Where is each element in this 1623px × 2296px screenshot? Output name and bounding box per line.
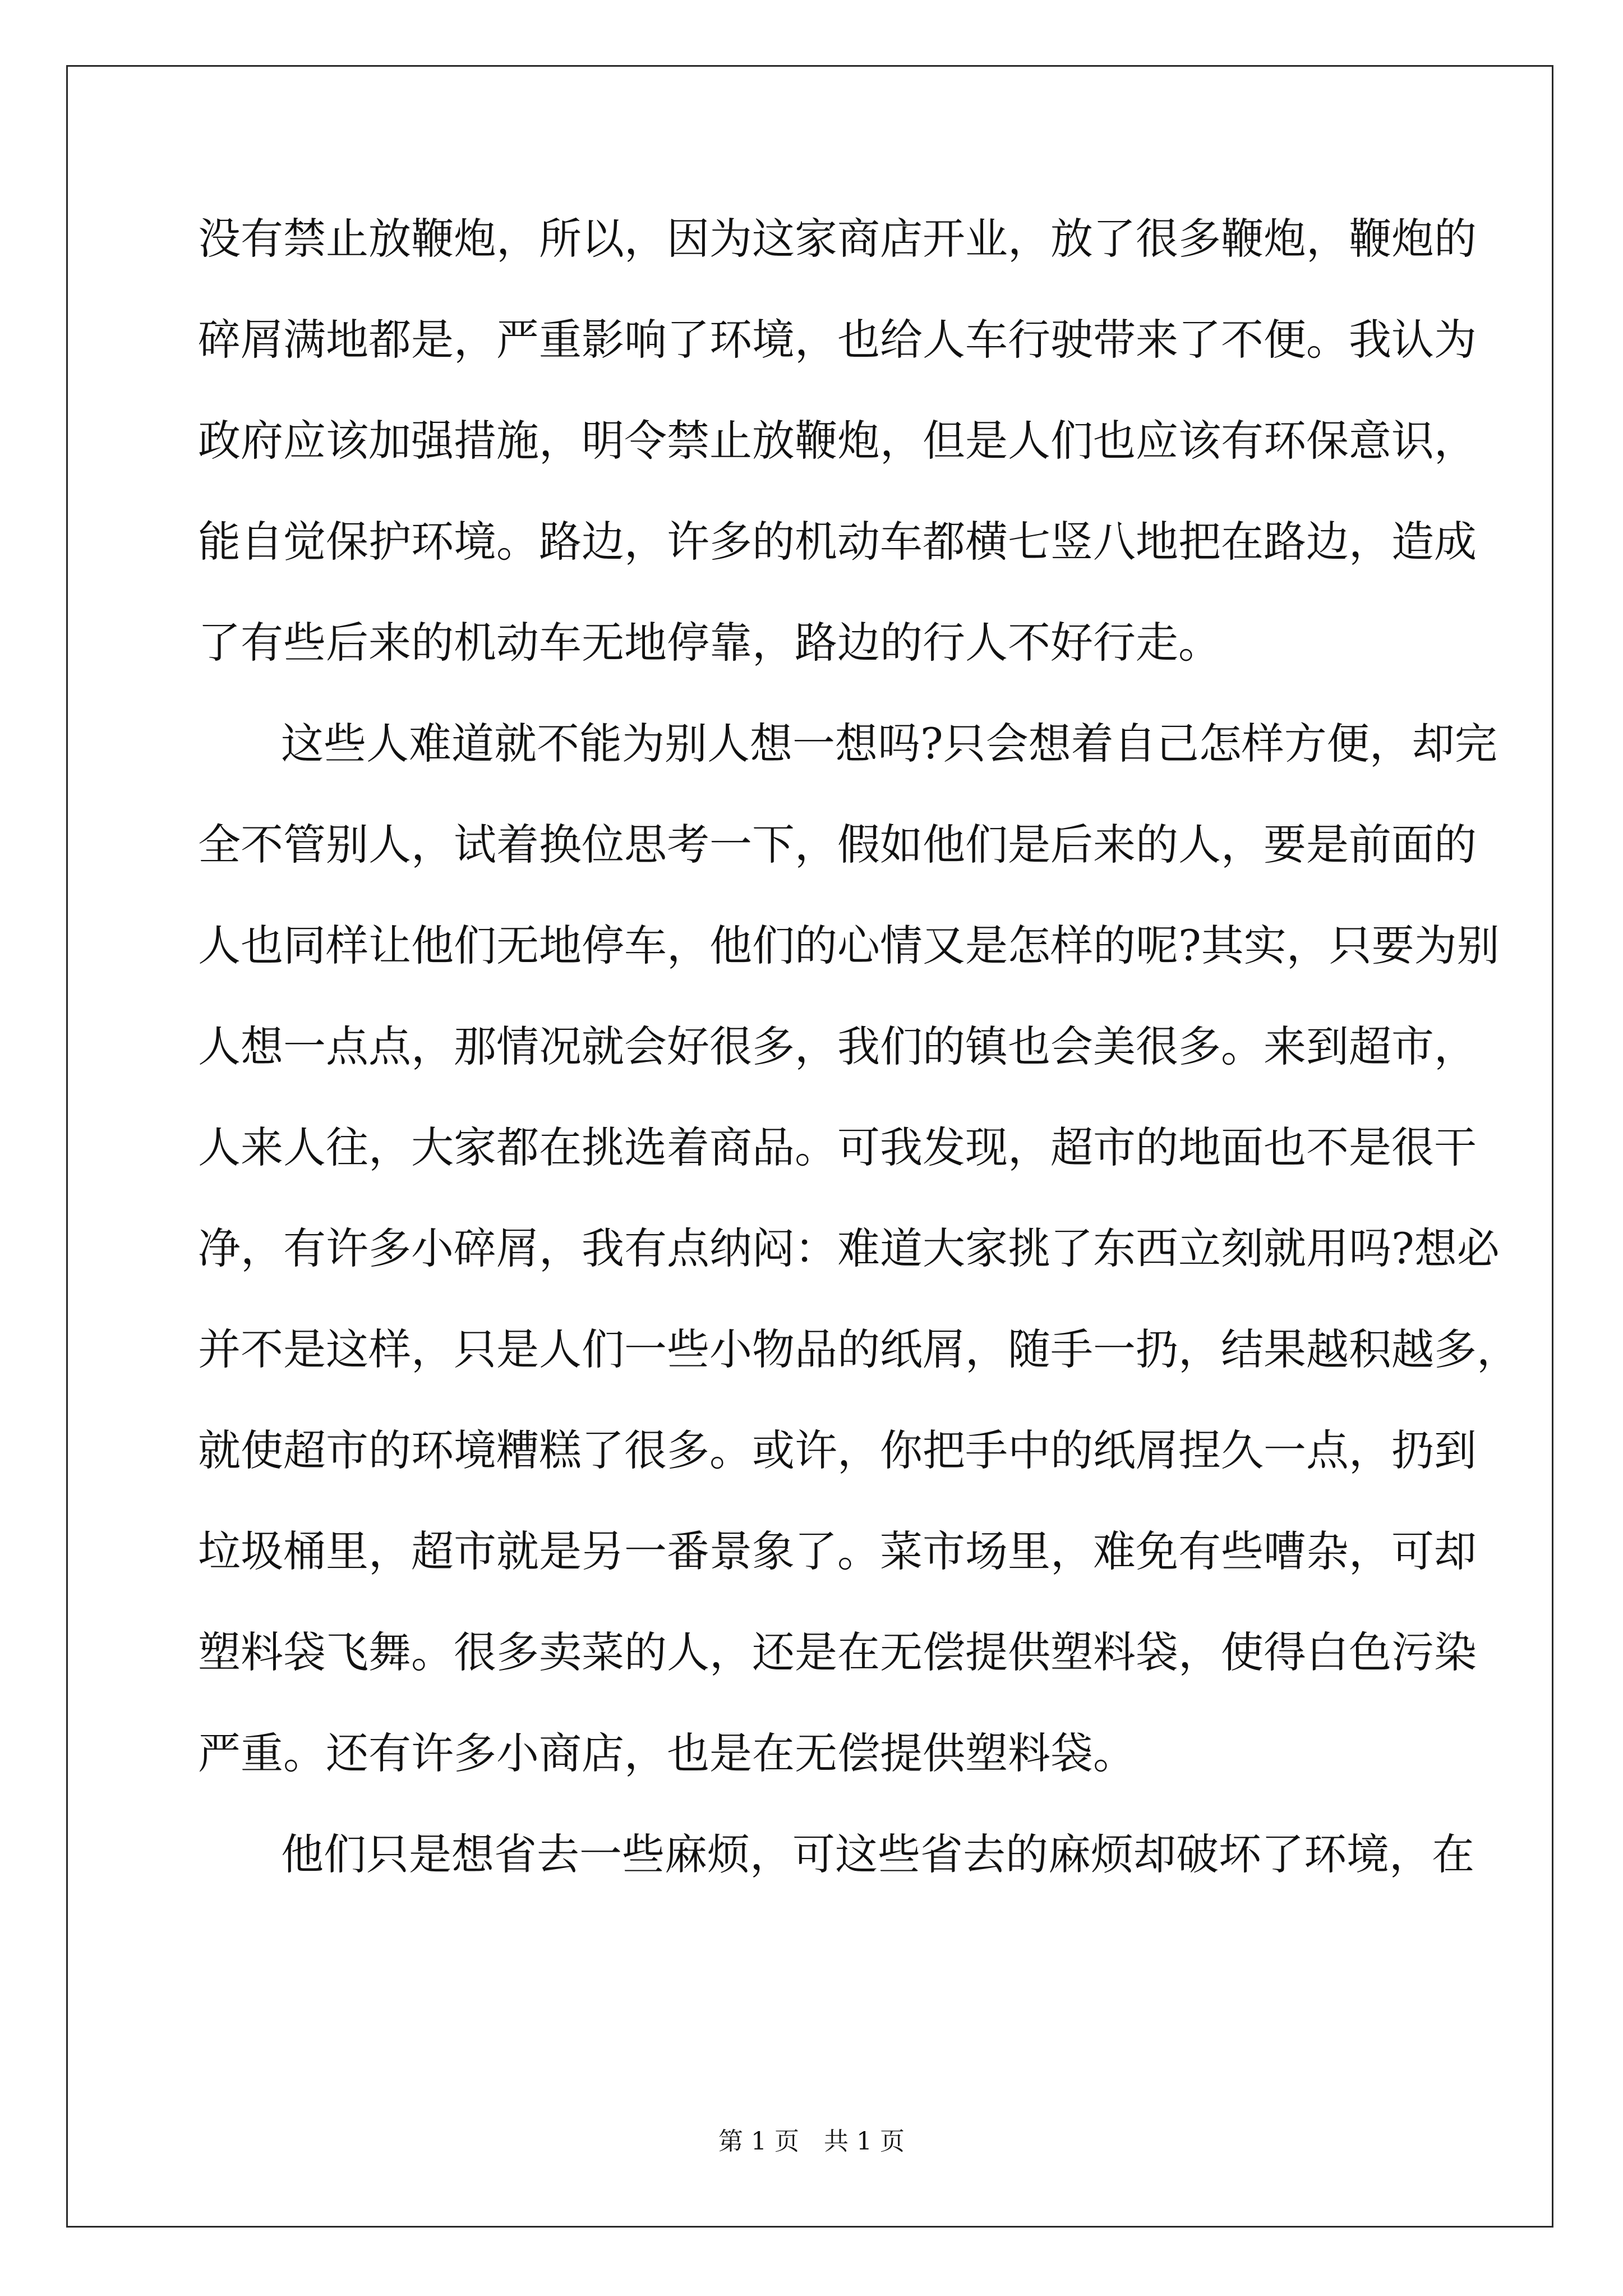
text-line: 他们只是想省去一些麻烦，可这些省去的麻烦却破坏了环境，在 bbox=[281, 1829, 1474, 1879]
text-line: 人来人往，大家都在挑选着商品。可我发现，超市的地面也不是很干 bbox=[198, 1122, 1477, 1172]
text-line: 人也同样让他们无地停车，他们的心情又是怎样的呢?其实，只要为别 bbox=[198, 921, 1500, 970]
text-line: 人想一点点，那情况就会好很多，我们的镇也会美很多。来到超市， bbox=[198, 1022, 1477, 1071]
text-line: 垃圾桶里，超市就是另一番景象了。菜市场里，难免有些嘈杂，可却 bbox=[198, 1526, 1477, 1576]
text-line: 能自觉保护环境。路边，许多的机动车都横七竖八地把在路边，造成 bbox=[198, 517, 1477, 567]
text-line: 这些人难道就不能为别人想一想吗?只会想着自己怎样方便，却完 bbox=[281, 719, 1497, 769]
text-line: 碎屑满地都是，严重影响了环境，也给人车行驶带来了不便。我认为 bbox=[198, 315, 1477, 365]
text-line: 政府应该加强措施，明令禁止放鞭炮，但是人们也应该有环保意识， bbox=[198, 416, 1477, 466]
text-line: 并不是这样，只是人们一些小物品的纸屑，随手一扔，结果越积越多， bbox=[198, 1324, 1519, 1374]
text-line: 塑料袋飞舞。很多卖菜的人，还是在无偿提供塑料袋，使得白色污染 bbox=[198, 1627, 1477, 1677]
text-line: 全不管别人，试着换位思考一下，假如他们是后来的人，要是前面的 bbox=[198, 820, 1477, 869]
text-line: 净，有许多小碎屑，我有点纳闷：难道大家挑了东西立刻就用吗?想必 bbox=[198, 1223, 1500, 1273]
text-line: 了有些后来的机动车无地停靠，路边的行人不好行走。 bbox=[198, 618, 1221, 668]
text-line: 就使超市的环境糟糕了很多。或许，你把手中的纸屑捏久一点，扔到 bbox=[198, 1425, 1477, 1475]
text-line: 严重。还有许多小商店，也是在无偿提供塑料袋。 bbox=[198, 1728, 1136, 1778]
text-line: 没有禁止放鞭炮，所以，因为这家商店开业，放了很多鞭炮，鞭炮的 bbox=[198, 214, 1477, 264]
page-number-footer: 第 1 页 共 1 页 bbox=[718, 2127, 905, 2156]
